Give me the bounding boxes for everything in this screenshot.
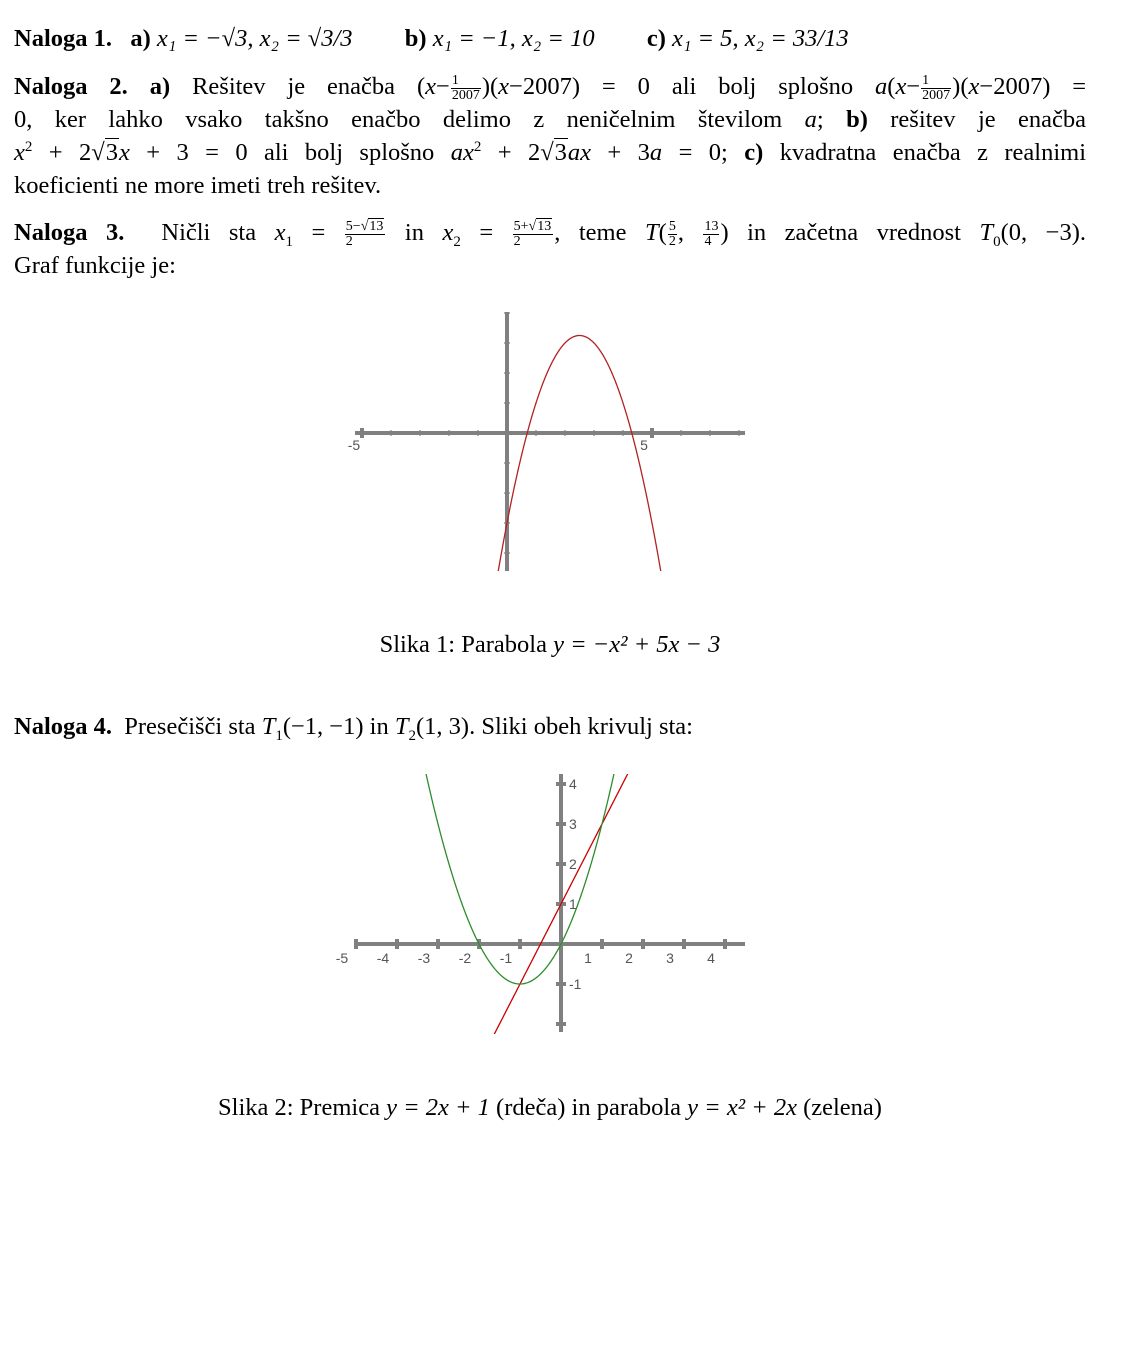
task3-vertex: T( $\frac{5}{2}$ , $\frac{13}{4}$ ): [645, 218, 729, 249]
x-tick-label: 5: [640, 437, 648, 453]
figure1-chart: [347, 308, 750, 578]
task4-paragraph: [14, 710, 1086, 743]
figure1-caption-expr: y = −x² + 5x − 3: [553, 631, 721, 658]
task3-text3: , teme: [554, 219, 627, 246]
figure2-caption-parabola-expr: y = x² + 2x: [687, 1094, 797, 1121]
y-tick-label: 3: [569, 816, 577, 832]
figure2-caption-line-expr: y = 2x + 1: [386, 1094, 490, 1121]
task2-equation2-general: $ax^2 + 2√3ax + 3a = 0$;: [450, 138, 728, 166]
task1-a-label: a): [130, 25, 151, 52]
task2-label: Naloga 2.: [14, 73, 128, 100]
x-tick-label: 2: [625, 950, 633, 966]
task2-line2-text: 0, ker lahko vsako takšno enačbo delimo z neničelnim številom: [14, 106, 783, 133]
task4-text3: . Sliki obeh krivulj sta:: [469, 713, 693, 740]
task3-paragraph: [14, 216, 1086, 282]
x-tick-label: 4: [707, 950, 715, 966]
figure1-caption-prefix: Slika 1: Parabola: [379, 631, 547, 658]
figure2-caption-end: (zelena): [803, 1094, 882, 1121]
task2-line1: [14, 70, 1086, 103]
task1-label: Naloga 1.: [14, 25, 112, 52]
x-tick-label: 3: [666, 950, 674, 966]
task1-c-expr2: x₂ = 33/13: [744, 25, 849, 52]
y-tick-label: 4: [569, 776, 577, 792]
figure2-caption: [0, 1094, 1100, 1122]
task2-line1-mid: ali bolj splošno: [671, 73, 854, 100]
task4-point2: $T_2(1$, 3): [394, 713, 470, 744]
series-curve: [417, 641, 640, 984]
task3-text1: Ničli sta: [161, 219, 257, 246]
task1-c-label: c): [646, 25, 666, 52]
task2-line1-pre: Rešitev je enačba: [192, 73, 396, 100]
task2-line3-end: kvadratna enačba z realnimi: [779, 139, 1087, 166]
task2-line2-var: a: [804, 106, 817, 133]
task3-text2: in: [404, 219, 424, 246]
task2-line2-end: rešitev je enačba: [890, 106, 1087, 133]
task4-point1: $T_1(-1$, −1): [261, 713, 364, 744]
task4-text1: Presečišči sta: [124, 713, 256, 740]
task2-a-label: a): [149, 73, 171, 100]
task2-c-label: c): [744, 139, 764, 166]
task1-a-expr1: x₁ = −√3: [156, 25, 248, 52]
task3-root2: $x_2$ = $\frac{5+√13}{2}$: [442, 218, 552, 250]
task2-equation2: $x^2 + 2√3x + 3 = 0$: [14, 138, 248, 166]
task3-initial-value: $T_0(0$, −3).: [979, 219, 1086, 250]
x-tick-label: -5: [347, 437, 361, 453]
x-tick-label: -3: [417, 950, 431, 966]
y-tick-label: -1: [569, 976, 582, 992]
task3-line1: [14, 216, 1086, 249]
y-tick-label: 1: [569, 896, 577, 912]
figure1-caption: [0, 631, 1100, 659]
task2-equation1-general: a(x− $\frac{1}{2007}$ )(x−2007) =: [875, 72, 1087, 103]
x-tick-label: -4: [376, 950, 390, 966]
task2-line3-mid: ali bolj splošno: [264, 139, 435, 166]
task2-line3: [14, 136, 1086, 169]
y-tick-label: 2: [569, 856, 577, 872]
task4-label: Naloga 4.: [14, 713, 112, 740]
task3-text4: in začetna vrednost: [747, 219, 961, 246]
task1-a-expr2: x₂ = √3/3: [259, 25, 353, 52]
figure2-chart: [335, 768, 750, 1038]
task3-line2: Graf funkcije je:: [14, 252, 176, 279]
figure2-caption-mid: (rdeča) in parabola: [496, 1094, 682, 1121]
task1-paragraph: Naloga 1. a) x₁ = −√3, x₂ = √3/3 b) x₁ = −1, x₂ = 10 c) x₁ = 5, x₂ = 33/13: [14, 25, 849, 52]
task4-text2: in: [369, 713, 389, 740]
x-tick-label: -2: [458, 950, 472, 966]
task2-paragraph: [14, 70, 1086, 202]
figure2-caption-prefix: Slika 2: Premica: [218, 1094, 380, 1121]
task2-b-label: b): [846, 106, 868, 133]
task1-c-expr1: x₁ = 5: [672, 25, 733, 52]
x-tick-label: -1: [499, 950, 513, 966]
task1-b-expr: x₁ = −1, x₂ = 10: [432, 25, 595, 52]
task1-b-label: b): [404, 25, 427, 52]
x-tick-label: -5: [335, 950, 349, 966]
task2-line4: koeficienti ne more imeti treh rešitev.: [14, 172, 382, 199]
task2-line2: 0, ker lahko vsako takšno enačbo delimo z neničelnim številom a; b) rešitev je enačba: [14, 106, 1087, 133]
task2-equation1: (x− $\frac{1}{2007}$ )(x−2007) = 0: [416, 72, 650, 103]
task3-root1: $x_1$ = $\frac{5-√13}{2}$: [274, 218, 384, 250]
x-tick-label: 1: [584, 950, 592, 966]
task3-label: Naloga 3.: [14, 219, 125, 246]
